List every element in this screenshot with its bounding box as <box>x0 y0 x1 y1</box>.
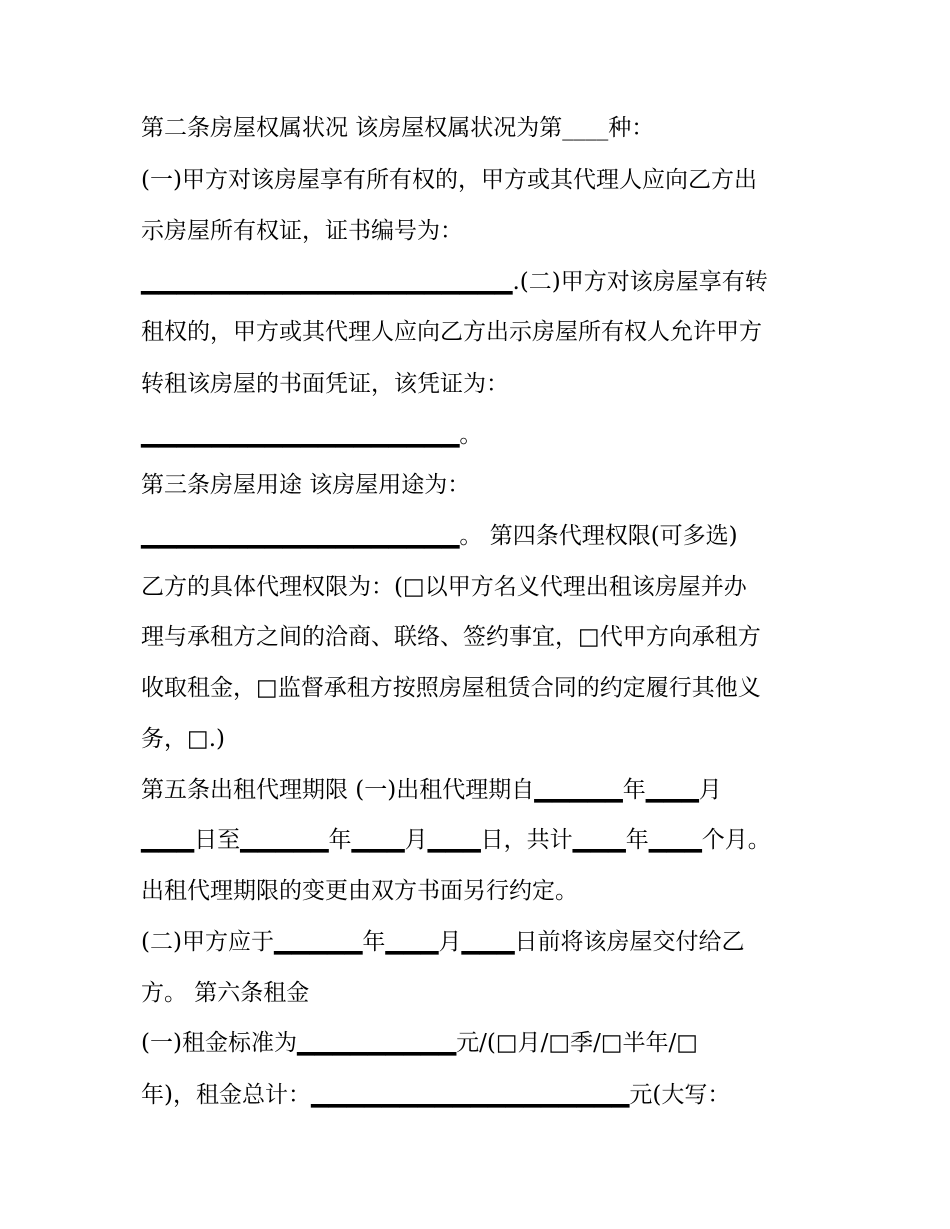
paragraph-line: ▁▁▁▁▁▁▁▁▁▁▁▁▁▁▁▁▁▁。 第四条代理权限(可多选) <box>141 523 738 549</box>
paragraph-line: 方。 第六条租金 <box>141 980 310 1006</box>
paragraph-line: 示房屋所有权证，证书编号为： <box>141 218 463 244</box>
paragraph-line: (一)甲方对该房屋享有所有权的，甲方或其代理人应向乙方出 <box>141 167 757 193</box>
paragraph-line: 转租该房屋的书面凭证，该凭证为： <box>141 371 509 397</box>
paragraph-line: 乙方的具体代理权限为：(□以甲方名义代理出租该房屋并办 <box>141 574 747 600</box>
paragraph-line: 务，□.) <box>141 726 226 752</box>
paragraph-line: 理与承租方之间的洽商、联络、签约事宜，□代甲方向承租方 <box>141 624 761 650</box>
paragraph-line: ▁▁▁▁▁▁▁▁▁▁▁▁▁▁▁▁▁▁▁▁▁.(二)甲方对该房屋享有转 <box>141 269 768 295</box>
paragraph-line: 收取租金，□监督承租方按照房屋租赁合同的约定履行其他义 <box>141 675 761 701</box>
paragraph-line: 出租代理期限的变更由双方书面另行约定。 <box>141 878 578 904</box>
paragraph-line: 租权的，甲方或其代理人应向乙方出示房屋所有权人允许甲方 <box>141 319 762 345</box>
paragraph-line: ▁▁▁日至▁▁▁▁▁年▁▁▁月▁▁▁日，共计▁▁▁年▁▁▁个月。 <box>141 827 771 853</box>
article-3-heading: 第三条房屋用途 该房屋用途为： <box>141 472 471 498</box>
paragraph-line: (一)租金标准为▁▁▁▁▁▁▁▁▁元/(□月/□季/□半年/□ <box>141 1030 699 1056</box>
paragraph-line: ▁▁▁▁▁▁▁▁▁▁▁▁▁▁▁▁▁▁。 <box>141 422 483 448</box>
paragraph-line: (二)甲方应于▁▁▁▁▁年▁▁▁月▁▁▁日前将该房屋交付给乙 <box>141 929 745 955</box>
article-5-heading: 第五条出租代理期限 (一)出租代理期自▁▁▁▁▁年▁▁▁月 <box>141 777 722 803</box>
paragraph-line: 年)，租金总计：▁▁▁▁▁▁▁▁▁▁▁▁▁▁▁▁▁▁元(大写： <box>141 1082 731 1108</box>
article-2-heading: 第二条房屋权属状况 该房屋权属状况为第____种： <box>141 115 655 141</box>
